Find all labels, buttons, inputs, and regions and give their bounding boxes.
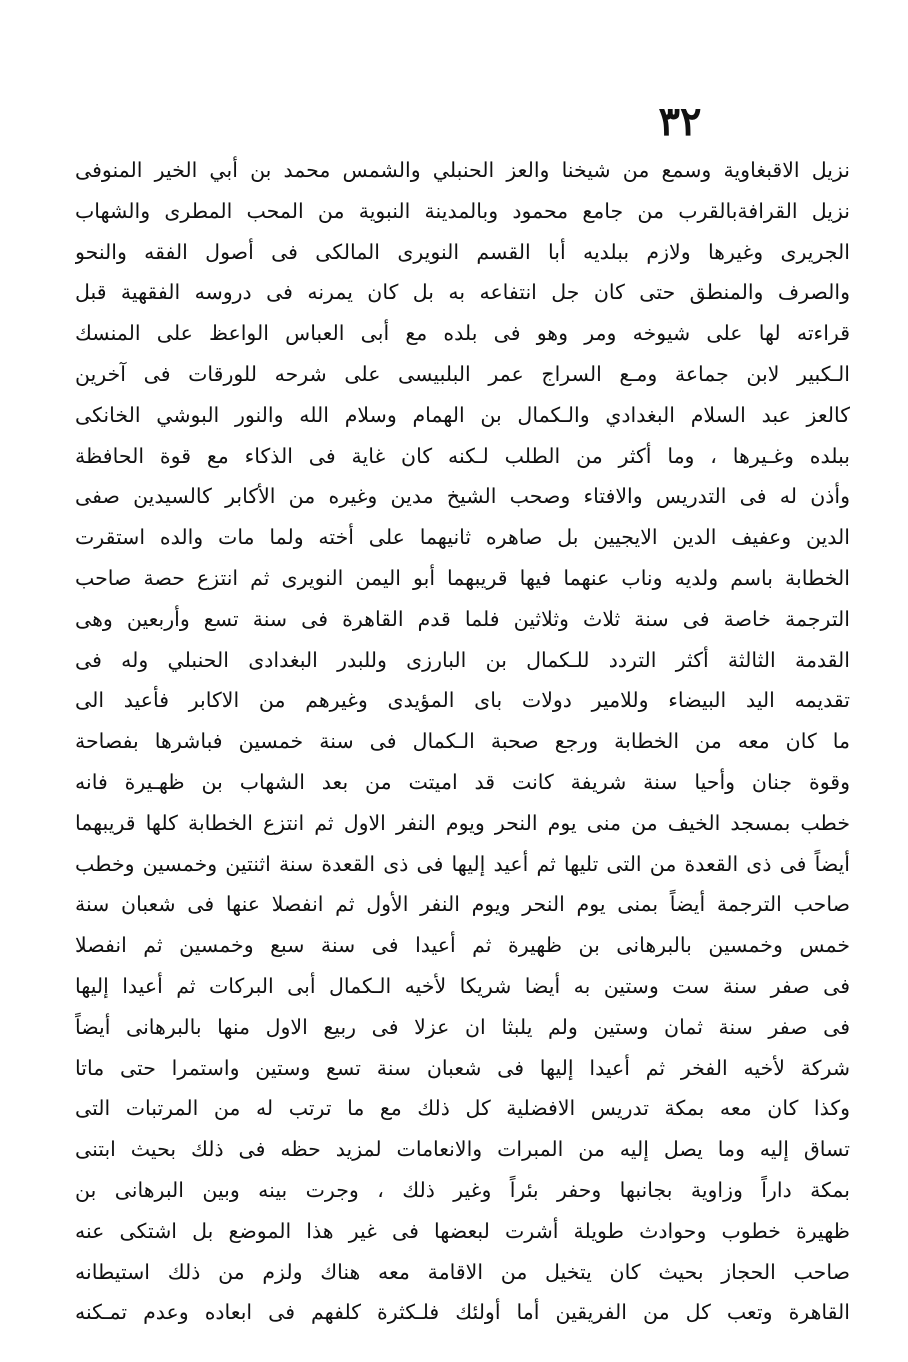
text-line: القدمة الثالثة أكثر التردد للـكمال بن البارزى وللبدر البغدادى الحنبلي وله فى	[75, 647, 850, 672]
text-line: خمس وخمسين بالبرهانى بن ظهيرة ثم أعيدا فى سنة سبع وخمسين ثم انفصلا	[75, 933, 850, 958]
text-line: تقديمه اليد البيضاء وللامير دولات باى المؤيدى وغيرهم من الاكابر فأعيد الى	[75, 688, 850, 713]
text-line: ببلده وغـيرها ، وما أكثر من الطلب لـكنه كان غاية فى الذكاء مع قوة الحافظة	[75, 443, 850, 468]
text-line: وقوة جنان وأحيا سنة شريفة كانت قد اميتت من بعد الشهاب بن ظهـيرة فانه	[75, 769, 850, 794]
text-line: صاحب الحجاز بحيث كان يتخيل من الاقامة معه هناك ولزم من ذلك استيطانه	[75, 1259, 850, 1284]
text-line: بمكة داراً وزاوية بجانبها وحفر بئراً وغير ذلك ، وجرت بينه وبين البرهانى بن	[75, 1177, 850, 1202]
text-line: ما كان معه من الخطابة ورجع صحبة الـكمال فى سنة خمسين فباشرها بفصاحة	[75, 729, 850, 754]
text-line: كالعز عبد السلام البغدادي والـكمال بن الهمام وسلام الله والنور البوشي الخانكى	[75, 402, 850, 427]
text-line: أيضاً فى ذى القعدة من التى تليها ثم أعيد إليها فى ذى القعدة سنة اثنتين وخمسين وخطب	[75, 851, 850, 876]
text-line: فى صفر سنة ست وستين به أيضا شريكا لأخيه الـكمال أبى البركات ثم أعيدا إليها	[75, 973, 850, 998]
text-line: نزيل القرافةبالقرب من جامع محمود وبالمدينة النبوية من المحب المطرى والشهاب	[75, 198, 850, 223]
text-line: نزيل الاقبغاوية وسمع من شيخنا والعز الحنبلي والشمس محمد بن أبي الخير المنوفى	[75, 158, 850, 182]
text-line: تساق إليه وما يصل إليه من المبرات والانعامات لمزيد حظه فى ذلك بحيث ابتنى	[75, 1137, 850, 1162]
text-line: ظهيرة خطوب وحوادث طويلة أشرت لبعضها فى غير هذا الموضع بل اشتكى عنه	[75, 1218, 850, 1243]
text-line: وكذا كان معه بمكة تدريس الافضلية كل ذلك مع ما ترتب له من المرتبات التى	[75, 1096, 850, 1121]
text-line: صاحب الترجمة أيضاً بمنى يوم النحر ويوم النفر الأول ثم انفصلا عنها فى شعبان سنة	[75, 892, 850, 917]
text-line: والصرف والمنطق حتى كان جل انتفاعه به بل كان يمرنه فى دروسه الفقهية قبل	[75, 280, 850, 305]
text-line: الترجمة خاصة فى سنة ثلاث وثلاثين فلما قدم القاهرة فى سنة تسع وأربعين وهى	[75, 606, 850, 631]
text-line: الخطابة باسم ولديه وناب عنهما فيها قريبهما أبو اليمن النويرى ثم انتزع حصة صاحب	[75, 565, 850, 590]
text-line: القاهرة وتعب كل من الفريقين أما أولئك فلـكثرة كلفهم فى ابعاده وعدم تمـكنه	[75, 1300, 850, 1325]
page-number: ٣٢	[658, 98, 702, 145]
text-line: شركة لأخيه الفخر ثم أعيدا إليها فى شعبان سنة تسع وستين واستمرا حتى ماتا	[75, 1055, 850, 1080]
text-line: خطب بمسجد الخيف من منى يوم النحر ويوم النفر الاول ثم انتزع الخطابة كلها قريبهما	[75, 810, 850, 835]
text-line: فى صفر سنة ثمان وستين ولم يلبثا ان عزلا فى ربيع الاول منها بالبرهانى أيضاً	[75, 1014, 850, 1039]
text-line: الجريرى وغيرها ولازم ببلديه أبا القسم النويرى المالكى فى أصول الفقه والنحو	[75, 239, 850, 264]
text-line: قراءته لها على شيوخه ومر وهو فى بلده مع أبى العباس الواعظ على المنسك	[75, 321, 850, 346]
text-line: وأذن له فى التدريس والافتاء وصحب الشيخ مدين وغيره من الأكابر كالسيدين صفى	[75, 484, 850, 509]
text-line: الـكبير لابن جماعة ومـع السراج عمر البلبيسى على شرحه للورقات فى آخرين	[75, 361, 850, 386]
body-text	[75, 150, 850, 1333]
text-line: الدين وعفيف الدين الايجيين بل صاهره ثانيهما على أخته ولما مات والده استقرت	[75, 525, 850, 550]
